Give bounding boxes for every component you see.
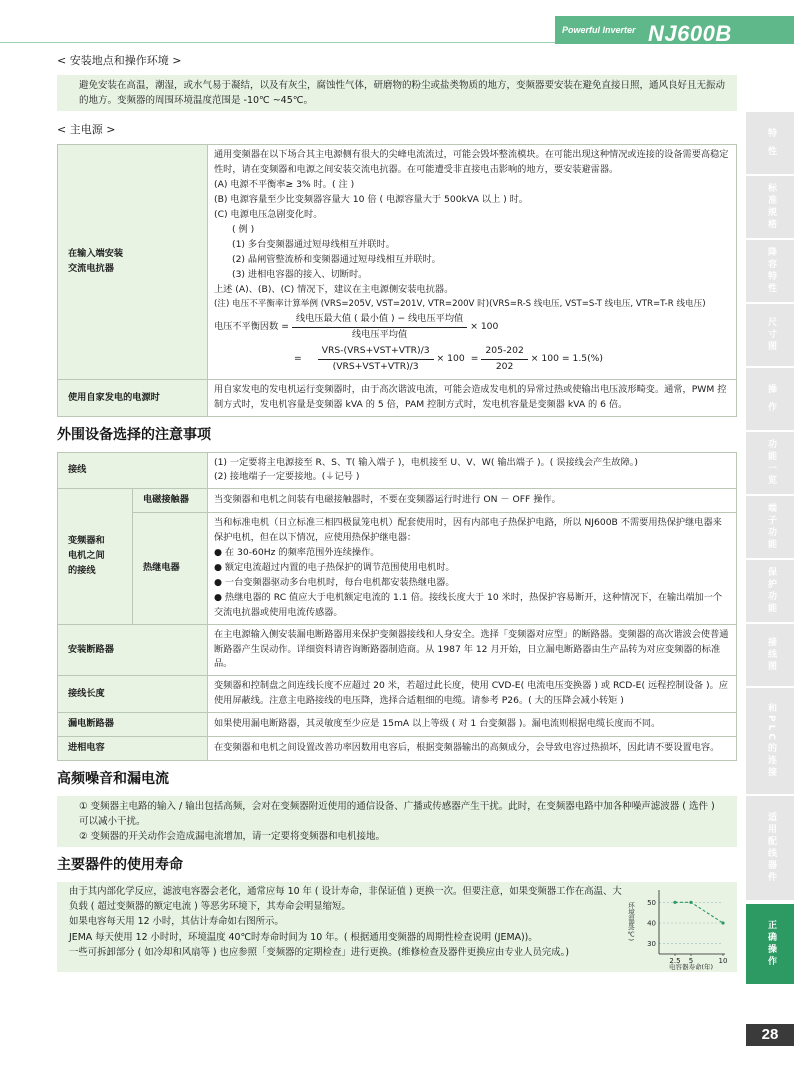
relay-line: ● 额定电流超过内置的电子热保护的调节范围使用电机时。 [214, 562, 455, 574]
y-axis-label: 环境温度(℃) [627, 901, 635, 941]
x-tick-label: 5 [688, 956, 694, 965]
own-generator-label: 使用自家发电的电源时 [58, 380, 208, 417]
tab-derating[interactable]: 降容特性 [746, 240, 794, 302]
brand-model-text: NJ600B [648, 21, 732, 46]
wiring-length-text: 变频器和控制盘之间连线长度不应超过 20 米，若超过此长度，使用 CVD-E( 电流电压变换器 ) 或 RCD-E( 远程控制设备 )。应使用屏蔽线。注意主电路接线的电压降，选择合适粗细的电缆。请参考 P26。( 大的压降会减小转矩 ) [208, 676, 737, 713]
breaker-label: 安装断路器 [58, 624, 208, 676]
phase-capacitor-text: 在变频器和电机之间设置改善功率因数用电容后，根据变频器输出的高频成分，会导致电容过热损坏，因此请不要设置电容。 [208, 737, 737, 761]
formula-times100: × 100 [470, 321, 499, 333]
contactor-text: 当变频器和电机之间装有电磁接触器时，不要在变频器运行时进行 ON － OFF 操作。 [208, 489, 737, 513]
breaker-text: 在主电源输入侧安装漏电断路器用来保护变频器接线和人身安全。选择「变频器对应型」的断路器。变频器的高次谐波会使普通断路器产生误动作。详细资料请咨询断路器制造商。从 1987 年 12 月开始，日立漏电断路器由生产品转为对应变频器的标准品。 [208, 624, 737, 676]
wiring-label: 接线 [58, 452, 208, 489]
life-series-point [673, 901, 676, 904]
formula-equals-b: = [470, 353, 479, 365]
ac-reactor-line: (C) 电源电压急剧变化时。 [214, 209, 323, 221]
brand-small-text: Powerful Inverter [562, 25, 636, 35]
tab-correct-operation[interactable]: 正确操作 [746, 904, 794, 984]
tab-characteristics[interactable]: 特 性 [746, 112, 794, 174]
relay-line: ● 在 30-60Hz 的频率范围外连续操作。 [214, 547, 380, 559]
ac-reactor-body [208, 145, 737, 380]
formula-line-1 [214, 312, 730, 343]
life-series-point [721, 921, 724, 924]
y-tick-label: 50 [647, 898, 656, 907]
tab-wiring-diagram[interactable]: 接线图 [746, 624, 794, 686]
wiring-line: (2) 接地端子一定要接地。(⏚记号 ) [214, 471, 360, 483]
life-series-point [689, 901, 692, 904]
noise-box [57, 796, 737, 848]
thermal-relay-label: 热继电器 [133, 513, 208, 624]
tab-wiring-devices[interactable]: 适用配线器件 [746, 796, 794, 900]
life-line: 一些可拆卸部分 ( 如冷却和风扇等 ) 也应参照「变频器的定期检查」进行更换。(维修检查及器件更换应由专业人员完成。) [69, 946, 569, 958]
page-number: 28 [746, 1024, 794, 1046]
header-rule [0, 42, 555, 43]
relay-line: 当和标准电机（日立标准三相四极鼠笼电机）配套使用时，因有内部电子热保护电路，所以 NJ600B 不需要用热保护继电器来保护电机，但在以下情况，应使用热保护继电器： [214, 517, 722, 544]
formula-f1-den: 线电压平均值 [352, 329, 408, 341]
formula-line-2 [214, 344, 730, 375]
ac-reactor-line: (B) 电源容量至少比变频器容量大 10 倍 ( 电源容量大于 500kVA 以上 ) 时。 [214, 194, 528, 206]
y-tick-label: 30 [647, 940, 656, 949]
formula-equals: = [294, 353, 302, 365]
own-generator-text: 用自家发电的发电机运行变频器时，由于高次谐波电流，可能会造成发电机的异常过热或使输出电压波形畸变。通常，PWM 控制方式时，发电机容量是变频器 kVA 的 5 倍，PAM 控制方式时，发电机容量是变频器 kVA 的 6 倍。 [208, 380, 737, 417]
formula-times100-b: × 100 [436, 353, 465, 365]
page-content [57, 52, 737, 972]
wiring-length-label: 接线长度 [58, 676, 208, 713]
install-text: 避免安装在高温，潮湿，或水气易于凝结，以及有灰尘，腐蚀性气体，研磨物的粉尘或盐类物质的地方，变频器要安装在避免直接日照，通风良好且无振动的地方。变频器的周围环境温度范围是 -10℃ ~45℃。 [57, 75, 737, 111]
page-header [0, 0, 794, 44]
life-series-line [675, 902, 723, 923]
ac-reactor-line: (1) 多台变频器通过短母线相互并联时。 [232, 238, 395, 250]
ac-reactor-line: (A) 电源不平衡率≥ 3% 时。( 注 ) [214, 179, 355, 191]
formula-fraction-3 [481, 344, 527, 375]
life-heading: 主要器件的使用寿命 [57, 857, 183, 874]
formula-f1-num: 线电压最大值 ( 最小值 ) − 线电压平均值 [292, 312, 467, 328]
peripheral-table [57, 452, 737, 761]
relay-line: ● 一台变频器驱动多台电机时，每台电机都安装热继电器。 [214, 576, 455, 588]
formula-fraction-2 [318, 344, 434, 375]
noise-item: ② 变频器的开关动作会造成漏电流增加，请一定要将变频器和电机接地。 [79, 831, 386, 843]
tab-terminal-functions[interactable]: 端子功能 [746, 496, 794, 558]
life-box [57, 882, 737, 972]
install-heading: < 安装地点和操作环境 > [57, 54, 182, 67]
tab-function-list[interactable]: 功能一览 [746, 432, 794, 494]
life-line: JEMA 每天使用 12 小时时，环境温度 40℃时寿命时间为 10 年。( 根据通用变频器的周期性检查说明 (JEMA))。 [69, 931, 538, 943]
peripheral-heading: 外围设备选择的注意事项 [57, 426, 211, 443]
formula-result: × 100 = 1.5(%) [530, 353, 604, 365]
relay-line: ● 热继电器的 RC 值应大于电机额定电流的 1.1 倍。接线长度大于 10 米时，热保护容易断开，这种情况下，在输出端加一个交流电抗器或使用电流传感器。 [214, 591, 723, 618]
contactor-label: 电磁接触器 [133, 489, 208, 513]
noise-heading: 高频噪音和漏电流 [57, 770, 169, 787]
capacitor-life-chart [623, 884, 733, 970]
ac-reactor-line: 上述 (A)、(B)、(C) 情况下，建议在主电源侧安装电抗器。 [214, 283, 454, 295]
leakage-breaker-label: 漏电断路器 [58, 713, 208, 737]
thermal-relay-body [208, 513, 737, 624]
formula-f3-den: 202 [495, 361, 514, 373]
formula-lhs: 电压不平衡因数 = [214, 321, 289, 333]
main-power-table [57, 144, 737, 416]
ac-reactor-line: ( 例 ) [232, 224, 255, 235]
formula-f2-den: (VRS+VST+VTR)/3 [332, 361, 419, 373]
life-text [69, 884, 629, 960]
x-tick-label: 2.5 [669, 956, 681, 965]
tab-operation[interactable]: 操 作 [746, 368, 794, 430]
formula-fraction-1 [292, 312, 467, 343]
noise-item: ① 变频器主电路的输入 / 输出包括高频，会对在变频器附近使用的通信设备、广播或传感器产生干扰。此时，在变频器电路中加各种噪声滤波器 ( 选件 ) 可以减小干扰。 [79, 800, 715, 827]
tab-plc-connection[interactable]: 和PLC的连接 [746, 688, 794, 794]
formula-f2-num: VRS-(VRS+VST+VTR)/3 [318, 344, 434, 360]
wiring-body [208, 452, 737, 489]
tab-protection[interactable]: 保护功能 [746, 560, 794, 622]
formula-f3-num: 205-202 [481, 344, 527, 360]
ac-reactor-line: (2) 晶闸管整流桥和变频器通过短母线相互并联时。 [232, 253, 441, 265]
ac-reactor-line: 通用变频器在以下场合其主电源侧有很大的尖峰电流流过，可能会毁坏整流模块。在可能出现这种情况或连接的设备需要高稳定性时，请在变频器和电源之间安装交流电抗器。在可能遭受非直接电击影响的地方，要安装避雷器。 [214, 149, 729, 176]
x-tick-label: 10 [718, 956, 728, 965]
ac-reactor-label: 在输入端安装 交流电抗器 [58, 145, 208, 380]
main-power-heading: < 主电源 > [57, 123, 116, 137]
inverter-motor-wiring-label: 变频器和 电机之间 的接线 [58, 489, 133, 624]
leakage-breaker-text: 如果使用漏电断路器，其灵敏度至少应是 15mA 以上等级 ( 对 1 台变频器 )。漏电流则根据电缆长度而不同。 [208, 713, 737, 737]
phase-capacitor-label: 进相电容 [58, 737, 208, 761]
life-line: 如果电容每天用 12 小时，其估计寿命如右图所示。 [69, 916, 284, 928]
wiring-line: (1) 一定要将主电源接至 R、S、T( 输入端子 )，电机接至 U、V、W( 输出端子 )。( 误接线会产生故障。) [214, 456, 638, 468]
tab-standard-specs[interactable]: 标准规格 [746, 176, 794, 238]
y-tick-label: 40 [647, 919, 656, 928]
tab-dimensions[interactable]: 尺寸图 [746, 304, 794, 366]
ac-reactor-line: (注) 电压不平衡率计算举例 (VRS=205V, VST=201V, VTR=200V 时)(VRS=R-S 线电压, VST=S-T 线电压, VTR=T-R 线电压) [214, 298, 706, 309]
ac-reactor-line: (3) 进相电容器的接入、切断时。 [232, 268, 368, 280]
x-axis-label: 电容器寿命(年) [668, 962, 714, 970]
life-line: 由于其内部化学反应，滤波电容器会老化，通常应每 10 年 ( 设计寿命，非保证值 ) 更换一次。但要注意，如果变频器工作在高温、大负载 ( 超过变频器的额定电流 ) 等恶劣环境下，其寿命会明显缩短。 [69, 885, 622, 913]
